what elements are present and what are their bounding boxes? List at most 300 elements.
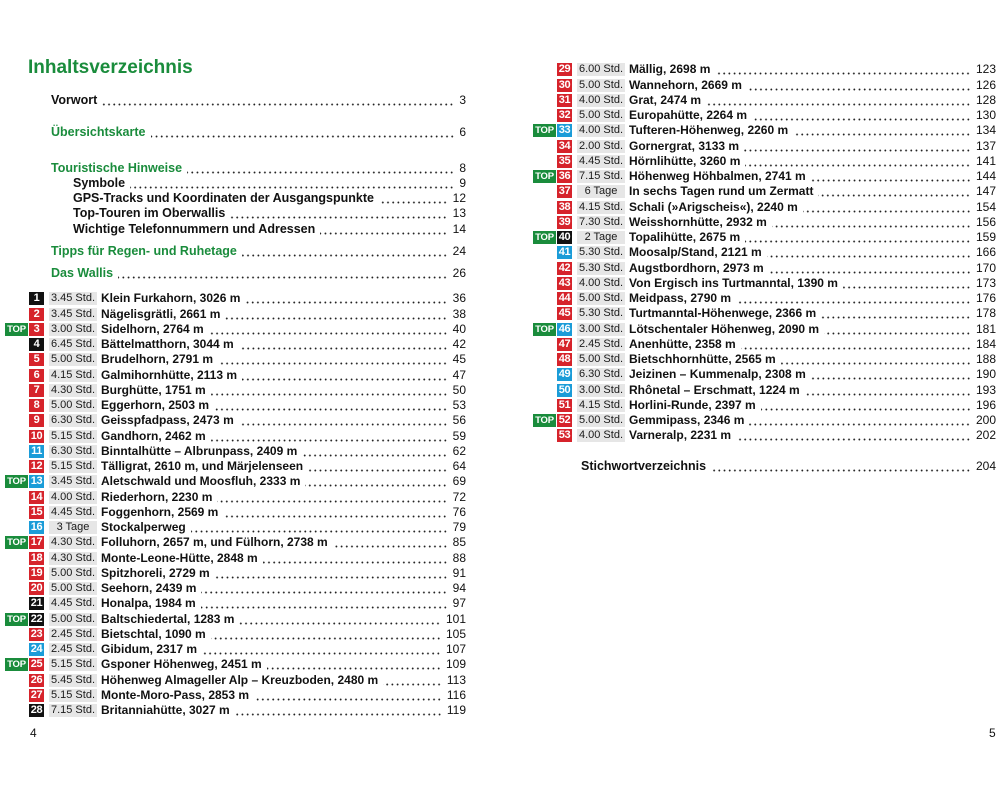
tour-duration: 5.00 Std. (50, 612, 96, 625)
tour-page-number: 42 (452, 337, 466, 352)
tour-number-badge: 34 (558, 139, 571, 152)
top-badge-slot (533, 307, 556, 320)
tour-number-badge: 4 (29, 338, 44, 351)
dot-leader (803, 200, 971, 215)
dot-leader (245, 291, 447, 306)
tour-page-number: 38 (452, 306, 466, 321)
entry-title: Top-Touren im Oberwallis (73, 205, 226, 220)
tour-row (533, 123, 996, 138)
tour-title: Hörnlihütte, 3260 m (629, 153, 741, 168)
tour-title: Bietschtal, 1090 m (101, 626, 206, 641)
dot-leader (811, 169, 971, 184)
dot-leader (706, 93, 971, 108)
tour-title: Galmihornhütte, 2113 m (101, 367, 238, 382)
top-badge-slot (533, 246, 556, 259)
top-badge-slot (5, 613, 28, 626)
tour-page-number: 144 (975, 169, 996, 184)
tour-number-badge: 45 (558, 307, 571, 320)
dot-leader (211, 383, 448, 398)
tour-page-number: 147 (975, 184, 996, 199)
tour-number-badge: 13 (30, 475, 43, 488)
dot-leader (793, 123, 971, 138)
tour-row (533, 291, 996, 306)
dot-leader (805, 383, 971, 398)
top-tour-badge: TOP (5, 658, 28, 671)
top-badge-slot (5, 353, 28, 366)
top-badge-slot (533, 216, 556, 229)
tour-duration: 3.45 Std. (50, 475, 96, 488)
top-badge-slot (5, 338, 28, 351)
dot-leader (821, 306, 971, 321)
entry-title: Stichwortverzeichnis (581, 458, 707, 473)
tour-duration: 3.00 Std. (50, 322, 96, 335)
tour-page-number: 105 (445, 626, 466, 641)
dot-leader (302, 444, 447, 459)
top-badge-slot (5, 597, 28, 610)
dot-leader (824, 322, 971, 337)
tour-duration: 6.30 Std. (50, 414, 96, 427)
tour-duration: 2.45 Std. (50, 643, 96, 656)
tour-duration: 5.00 Std. (50, 582, 96, 595)
tour-row (533, 78, 996, 93)
tour-row (533, 398, 996, 413)
tour-duration: 5.00 Std. (578, 292, 624, 305)
top-badge-slot (5, 369, 28, 382)
tour-page-number: 40 (452, 321, 466, 336)
tour-duration: 5.00 Std. (578, 109, 624, 122)
tour-number-badge: 22 (30, 612, 43, 625)
dot-leader (781, 352, 971, 367)
tour-duration: 5.45 Std. (50, 673, 96, 686)
tour-number-badge: 38 (558, 200, 571, 213)
tour-page-number: 50 (452, 382, 466, 397)
dot-leader (217, 490, 447, 505)
entry-title: Tipps für Regen- und Ruhetage (51, 243, 237, 258)
tour-list-left (5, 291, 466, 718)
tour-title: Tälligrat, 2610 m, und Märjelenseen (101, 459, 304, 474)
dot-leader (225, 307, 447, 322)
top-badge-slot (533, 201, 556, 214)
tour-page-number: 79 (452, 520, 466, 535)
tour-row (5, 368, 466, 383)
entry-page-number: 9 (459, 175, 466, 190)
toc-subentry-symbole (73, 176, 466, 191)
entry-page-number: 204 (975, 458, 996, 473)
tour-title: Wannehorn, 2669 m (629, 77, 742, 92)
tour-row (533, 245, 996, 260)
tour-title: Honalpa, 1984 m (101, 596, 196, 611)
tour-number-badge: 40 (558, 231, 571, 244)
tour-duration: 2.00 Std. (578, 139, 624, 152)
tour-row (533, 215, 996, 230)
dot-leader (201, 596, 448, 611)
dot-leader (254, 688, 442, 703)
tour-title: Gsponer Höhenweg, 2451 m (101, 657, 262, 672)
dot-leader (201, 581, 447, 596)
tour-page-number: 166 (975, 245, 996, 260)
dot-leader (772, 215, 971, 230)
top-badge-slot (533, 124, 556, 137)
tour-row (533, 62, 996, 77)
tour-duration: 5.15 Std. (50, 460, 96, 473)
tour-number-badge: 17 (30, 536, 43, 549)
tour-title: Weisshornhütte, 2932 m (629, 214, 767, 229)
tour-duration: 3.45 Std. (50, 292, 96, 305)
tour-row (5, 291, 466, 306)
tour-page-number: 154 (975, 199, 996, 214)
tour-row (533, 261, 996, 276)
tour-title: Folluhorn, 2657 m, und Fülhorn, 2738 m (101, 535, 328, 550)
tour-page-number: 173 (975, 275, 996, 290)
top-badge-slot (533, 79, 556, 92)
tour-number-badge: 53 (558, 429, 571, 442)
tour-number-badge: 52 (558, 414, 571, 427)
tour-number-badge: 19 (30, 566, 43, 579)
tour-page-number: 107 (445, 642, 466, 657)
tour-title: Gandhorn, 2462 m (101, 428, 206, 443)
tour-duration: 3.00 Std. (578, 383, 624, 396)
tour-page-number: 56 (452, 413, 466, 428)
tour-duration: 6.45 Std. (50, 338, 96, 351)
dot-leader (305, 474, 447, 489)
tour-page-number: 134 (975, 123, 996, 138)
tour-row (5, 322, 466, 337)
tour-number-badge: 15 (30, 505, 43, 518)
tour-page-number: 64 (452, 459, 466, 474)
tour-duration: 6.30 Std. (578, 368, 624, 381)
tour-duration: 4.00 Std. (578, 93, 624, 106)
tour-row (5, 566, 466, 581)
dot-leader (711, 459, 971, 474)
top-badge-slot (533, 262, 556, 275)
tour-page-number: 123 (975, 62, 996, 77)
tour-page-number: 72 (452, 489, 466, 504)
tour-duration: 5.15 Std. (50, 429, 96, 442)
top-badge-slot (5, 567, 28, 580)
entry-title: Das Wallis (51, 265, 114, 280)
tour-duration: 2 Tage (577, 231, 625, 244)
tour-number-badge: 36 (558, 170, 571, 183)
dot-leader (843, 276, 971, 291)
tour-number-badge: 32 (558, 109, 571, 122)
tour-number-badge: 24 (30, 643, 43, 656)
tour-row (533, 154, 996, 169)
tour-number-badge: 11 (29, 445, 44, 458)
tour-page-number: 113 (446, 672, 466, 687)
entry-page-number: 6 (459, 124, 466, 139)
tour-page-number: 190 (975, 367, 996, 382)
tour-title: Sidelhorn, 2764 m (101, 321, 204, 336)
tour-number-badge: 23 (30, 627, 43, 640)
top-badge-slot (533, 94, 556, 107)
top-badge-slot (5, 308, 28, 321)
dot-leader (747, 78, 971, 93)
tour-title: Topalihütte, 2675 m (629, 230, 741, 245)
tour-title: Höhenweg Höhbalmen, 2741 m (629, 169, 806, 184)
tour-page-number: 45 (452, 352, 466, 367)
tour-page-number: 47 (452, 367, 466, 382)
tour-page-number: 101 (445, 611, 466, 626)
dot-leader (769, 261, 971, 276)
tour-page-number: 62 (452, 443, 466, 458)
tour-title: Mällig, 2698 m (629, 62, 711, 77)
top-badge-slot (533, 63, 556, 76)
tour-duration: 4.45 Std. (50, 597, 96, 610)
tour-duration: 4.15 Std. (50, 368, 96, 381)
top-badge-slot (5, 689, 28, 702)
tour-duration: 4.30 Std. (50, 551, 96, 564)
top-badge-slot (533, 429, 556, 442)
top-tour-badge: TOP (533, 414, 556, 427)
tour-row (533, 276, 996, 291)
tour-row (5, 459, 466, 474)
dot-leader (383, 673, 442, 688)
tour-duration: 4.15 Std. (578, 200, 624, 213)
dot-leader (230, 206, 447, 221)
tour-duration: 7.30 Std. (578, 215, 624, 228)
top-badge-slot (533, 231, 556, 244)
dot-leader (209, 322, 448, 337)
tour-duration: 4.30 Std. (50, 383, 96, 396)
tour-title: Turtmanntal-Höhenwege, 2366 m (629, 306, 817, 321)
tour-number-badge: 14 (30, 490, 43, 503)
tour-title: Geisspfadpass, 2473 m (101, 413, 234, 428)
tour-title: Brudelhorn, 2791 m (101, 352, 214, 367)
tour-duration: 5.15 Std. (50, 658, 96, 671)
top-badge-slot (5, 292, 28, 305)
top-badge-slot (533, 353, 556, 366)
tour-title: Grat, 2474 m (629, 92, 702, 107)
dot-leader (211, 429, 448, 444)
tour-duration: 4.30 Std. (50, 536, 96, 549)
toc-subentry-top-touren (73, 206, 466, 221)
tour-title: Augstbordhorn, 2973 m (629, 260, 764, 275)
tour-number-badge: 8 (29, 399, 44, 412)
dot-leader (308, 459, 448, 474)
tour-title: Horlini-Runde, 2397 m (629, 397, 756, 412)
dot-leader (239, 337, 448, 352)
dot-leader (745, 154, 971, 169)
tour-row (5, 657, 466, 672)
tour-row (533, 139, 996, 154)
tour-row (533, 413, 996, 428)
tour-page-number: 193 (975, 382, 996, 397)
tour-row (5, 627, 466, 642)
entry-title: GPS-Tracks und Koordinaten der Ausgangspunkte (73, 190, 374, 205)
tour-row (5, 337, 466, 352)
dot-leader (151, 125, 455, 140)
tour-title: Jeizinen – Kummenalp, 2308 m (629, 367, 806, 382)
tour-number-badge: 43 (558, 276, 571, 289)
tour-number-badge: 47 (558, 337, 571, 350)
top-tour-badge: TOP (533, 231, 556, 244)
tour-title: Burghütte, 1751 m (101, 382, 206, 397)
tour-page-number: 119 (446, 703, 466, 718)
toc-entry-vorwort (51, 93, 466, 108)
tour-row (5, 642, 466, 657)
dot-leader (218, 352, 448, 367)
tour-title: In sechs Tagen rund um Zermatt (629, 184, 814, 199)
top-badge-slot (5, 491, 28, 504)
tour-page-number: 85 (452, 535, 466, 550)
dot-leader (191, 520, 448, 535)
top-tour-badge: TOP (5, 536, 28, 549)
top-badge-slot (5, 430, 28, 443)
tour-title: Meidpass, 2790 m (629, 291, 732, 306)
tour-title: Europahütte, 2264 m (629, 108, 748, 123)
tour-row (5, 688, 466, 703)
top-badge-slot (533, 155, 556, 168)
tour-number-badge: 26 (30, 673, 43, 686)
tour-row (533, 367, 996, 382)
tour-number-badge: 35 (558, 154, 571, 167)
tour-row (533, 383, 996, 398)
tour-number-badge: 44 (558, 292, 571, 305)
tour-row (5, 520, 466, 535)
top-tour-badge: TOP (5, 475, 28, 488)
tour-duration: 4.00 Std. (50, 490, 96, 503)
top-badge-slot (5, 552, 28, 565)
tour-number-badge: 27 (30, 688, 43, 701)
toc-title: Inhaltsverzeichnis (28, 57, 193, 78)
tour-title: Schali (»Arigscheis«), 2240 m (629, 199, 798, 214)
entry-page-number: 3 (459, 92, 466, 107)
tour-title: Lötschentaler Höhenweg, 2090 m (629, 321, 820, 336)
tour-row (533, 306, 996, 321)
dot-leader (320, 222, 447, 237)
tour-duration: 7.15 Std. (578, 170, 624, 183)
tour-row (5, 352, 466, 367)
top-badge-slot (533, 292, 556, 305)
top-badge-slot (5, 674, 28, 687)
tour-title: Baltschiedertal, 1283 m (101, 611, 235, 626)
tour-duration: 4.45 Std. (578, 154, 624, 167)
top-badge-slot (5, 506, 28, 519)
tour-page-number: 128 (975, 92, 996, 107)
tour-row (533, 322, 996, 337)
tour-row (5, 429, 466, 444)
tour-title: Klein Furkahorn, 3026 m (101, 291, 241, 306)
tour-duration: 3.45 Std. (50, 307, 96, 320)
toc-entry-stichwortverzeichnis (581, 459, 996, 474)
toc-subentry-gps-tracks (73, 191, 466, 206)
tour-title: Tufteren-Höhenweg, 2260 m (629, 123, 789, 138)
top-badge-slot (5, 460, 28, 473)
tour-duration: 7.15 Std. (50, 704, 96, 717)
dot-leader (214, 398, 448, 413)
dot-leader (745, 230, 971, 245)
tour-title: Gibidum, 2317 m (101, 642, 198, 657)
dot-leader (215, 566, 448, 581)
tour-duration: 4.45 Std. (50, 505, 96, 518)
tour-duration: 4.00 Std. (578, 124, 624, 137)
tour-page-number: 94 (452, 581, 466, 596)
entry-page-number: 8 (459, 160, 466, 175)
tour-number-badge: 48 (558, 353, 571, 366)
dot-leader (715, 62, 971, 77)
tour-title: Monte-Moro-Pass, 2853 m (101, 687, 250, 702)
top-badge-slot (533, 414, 556, 427)
tour-duration: 5.30 Std. (578, 246, 624, 259)
tour-title: Von Ergisch ins Turtmanntal, 1390 m (629, 275, 838, 290)
entry-title: Touristische Hinweise (51, 160, 183, 175)
tour-page-number: 126 (975, 77, 996, 92)
tour-title: Eggerhorn, 2503 m (101, 398, 210, 413)
tour-row (5, 444, 466, 459)
tour-number-badge: 51 (558, 398, 571, 411)
tour-page-number: 116 (446, 687, 466, 702)
top-badge-slot (5, 475, 28, 488)
top-badge-slot (533, 399, 556, 412)
tour-row (5, 413, 466, 428)
tour-row (5, 535, 466, 550)
tour-title: Foggenhorn, 2569 m (101, 504, 219, 519)
tour-page-number: 200 (975, 413, 996, 428)
tour-page-number: 196 (975, 397, 996, 412)
dot-leader (379, 191, 448, 206)
tour-row (533, 230, 996, 245)
tour-page-number: 130 (975, 108, 996, 123)
tour-title: Riederhorn, 2230 m (101, 489, 213, 504)
tour-title: Seehorn, 2439 m (101, 581, 197, 596)
entry-page-number: 24 (452, 243, 466, 258)
tour-duration: 5.00 Std. (578, 353, 624, 366)
top-tour-badge: TOP (533, 124, 556, 137)
dot-leader (741, 337, 971, 352)
tour-number-badge: 42 (558, 261, 571, 274)
top-badge-slot (5, 536, 28, 549)
dot-leader (749, 413, 971, 428)
tour-page-number: 156 (975, 214, 996, 229)
tour-row (533, 200, 996, 215)
tour-number-badge: 6 (29, 369, 44, 382)
tour-duration: 6 Tage (577, 185, 625, 198)
tour-duration: 6.00 Std. (578, 63, 624, 76)
dot-leader (239, 413, 448, 428)
tour-page-number: 97 (452, 596, 466, 611)
dot-leader (767, 245, 971, 260)
tour-duration: 5.00 Std. (50, 399, 96, 412)
dot-leader (187, 161, 454, 176)
tour-duration: 2.45 Std. (50, 627, 96, 640)
tour-page-number: 69 (452, 474, 466, 489)
dot-leader (744, 139, 971, 154)
tour-page-number: 36 (452, 291, 466, 306)
tour-duration: 4.15 Std. (578, 398, 624, 411)
top-badge-slot (5, 414, 28, 427)
top-badge-slot (533, 368, 556, 381)
top-badge-slot (5, 384, 28, 397)
tour-duration: 5.15 Std. (50, 688, 96, 701)
tour-duration: 3 Tage (49, 521, 97, 534)
tour-row (533, 337, 996, 352)
dot-leader (211, 627, 441, 642)
dot-leader (102, 93, 454, 108)
tour-duration: 4.00 Std. (578, 276, 624, 289)
dot-leader (235, 703, 442, 718)
tour-page-number: 53 (452, 398, 466, 413)
top-tour-badge: TOP (5, 613, 28, 626)
tour-title: Varneralp, 2231 m (629, 428, 732, 443)
entry-page-number: 14 (452, 221, 466, 236)
dot-leader (202, 642, 441, 657)
top-badge-slot (533, 109, 556, 122)
tour-page-number: 170 (975, 260, 996, 275)
top-badge-slot (5, 582, 28, 595)
toc-entry-touristische-hinweise (51, 161, 466, 176)
tour-title: Gemmipass, 2346 m (629, 413, 745, 428)
dot-leader (818, 184, 970, 199)
